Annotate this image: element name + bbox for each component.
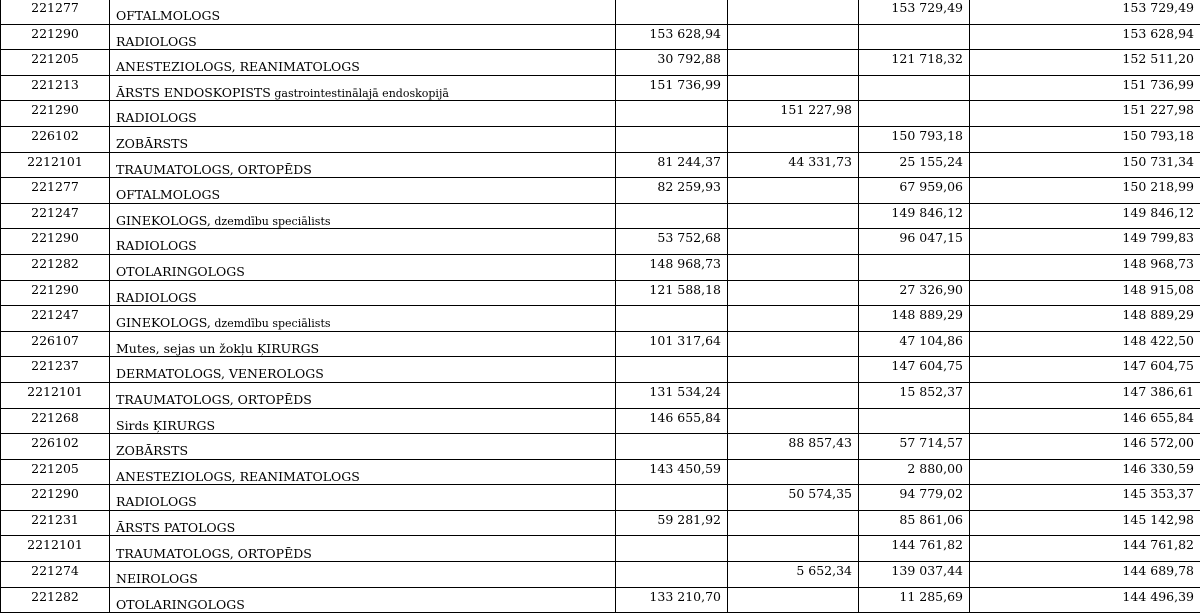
amount-cell-c1: 153 628,94 [616,24,728,50]
amount-cell-c1 [616,101,728,127]
occupation-name-cell [110,254,616,280]
amount-cell-c1 [616,434,728,460]
occupation-name-detail: dzemdību speciālists [211,317,331,330]
table-row [1,408,1200,434]
occupation-name: ANESTEZIOLOGS, REANIMATOLOGS [116,469,360,484]
occupation-name-cell [110,382,616,408]
amount-cell-c1: 82 259,93 [616,178,728,204]
amount-cell-c1: 131 534,24 [616,382,728,408]
table-row [1,24,1200,50]
amount-cell-c2 [728,50,859,76]
table-row [1,510,1200,536]
occupation-name: ĀRSTS ENDOSKOPISTS [116,85,271,100]
total-amount-cell: 144 761,82 [970,536,1200,562]
total-amount-cell: 148 915,08 [970,280,1200,306]
occupation-name: RADIOLOGS [116,494,197,509]
occupation-name: Mutes, sejas un žokļu ĶIRURGS [116,341,319,356]
amount-cell-c2 [728,178,859,204]
amount-cell-c1: 133 210,70 [616,587,728,613]
amount-cell-c2: 50 574,35 [728,485,859,511]
amount-cell-c3: 96 047,15 [859,229,970,255]
amount-cell-c1: 81 244,37 [616,152,728,178]
occupation-code-cell: 226102 [1,434,110,460]
occupation-name-cell [110,229,616,255]
table-row [1,203,1200,229]
occupation-name-cell [110,331,616,357]
amount-cell-c3: 57 714,57 [859,434,970,460]
amount-cell-c1 [616,203,728,229]
occupation-code-cell: 221247 [1,203,110,229]
amount-cell-c3: 85 861,06 [859,510,970,536]
occupation-name-cell [110,459,616,485]
table-row [1,75,1200,101]
occupation-name-cell [110,536,616,562]
amount-cell-c3: 2 880,00 [859,459,970,485]
amount-cell-c1 [616,126,728,152]
occupation-name: TRAUMATOLOGS, ORTOPĒDS [116,546,312,561]
amount-cell-c3: 121 718,32 [859,50,970,76]
amount-cell-c2: 5 652,34 [728,562,859,588]
amount-cell-c2 [728,0,859,24]
occupation-name: ANESTEZIOLOGS, REANIMATOLOGS [116,59,360,74]
amount-cell-c3: 15 852,37 [859,382,970,408]
occupation-name: NEIROLOGS [116,571,198,586]
amount-cell-c1: 59 281,92 [616,510,728,536]
occupation-name-cell [110,485,616,511]
amount-cell-c2 [728,126,859,152]
table-row [1,101,1200,127]
occupation-code-cell: 221290 [1,280,110,306]
occupation-code-cell: 221290 [1,485,110,511]
occupation-code-cell: 221282 [1,587,110,613]
amount-cell-c1 [616,0,728,24]
table-row [1,587,1200,613]
total-amount-cell: 151 736,99 [970,75,1200,101]
amount-cell-c1 [616,536,728,562]
occupation-code-cell: 226107 [1,331,110,357]
amount-cell-c1: 146 655,84 [616,408,728,434]
occupation-name-cell [110,50,616,76]
amount-cell-c3 [859,75,970,101]
table-row [1,229,1200,255]
total-amount-cell: 149 799,83 [970,229,1200,255]
occupation-name: ZOBĀRSTS [116,136,188,151]
table-row [1,254,1200,280]
occupation-name: RADIOLOGS [116,290,197,305]
amount-cell-c2 [728,459,859,485]
amount-cell-c3 [859,24,970,50]
total-amount-cell: 145 353,37 [970,485,1200,511]
occupation-name-cell [110,75,616,101]
total-amount-cell: 150 218,99 [970,178,1200,204]
occupation-code-cell: 221290 [1,229,110,255]
total-amount-cell: 149 846,12 [970,203,1200,229]
occupation-code-cell: 221282 [1,254,110,280]
occupation-code-cell: 221205 [1,459,110,485]
occupation-name: OTOLARINGOLOGS [116,264,245,279]
occupation-name-cell [110,510,616,536]
occupation-code-cell: 221231 [1,510,110,536]
total-amount-cell: 146 655,84 [970,408,1200,434]
total-amount-cell: 153 628,94 [970,24,1200,50]
table-row [1,152,1200,178]
occupation-name: ĀRSTS PATOLOGS [116,520,235,535]
occupation-name: RADIOLOGS [116,34,197,49]
amount-cell-c2 [728,306,859,332]
amount-cell-c2 [728,536,859,562]
occupation-name-cell [110,408,616,434]
table-row [1,434,1200,460]
amount-cell-c1: 53 752,68 [616,229,728,255]
total-amount-cell: 150 793,18 [970,126,1200,152]
occupation-name-cell [110,24,616,50]
total-amount-cell: 144 496,39 [970,587,1200,613]
amount-cell-c1: 148 968,73 [616,254,728,280]
amount-cell-c2 [728,382,859,408]
amount-cell-c3: 147 604,75 [859,357,970,383]
total-amount-cell: 147 604,75 [970,357,1200,383]
occupation-name-cell [110,126,616,152]
occupation-code-cell: 221277 [1,178,110,204]
amount-cell-c3 [859,101,970,127]
amount-cell-c2: 44 331,73 [728,152,859,178]
occupation-code-cell: 221268 [1,408,110,434]
amount-cell-c3: 144 761,82 [859,536,970,562]
total-amount-cell: 146 572,00 [970,434,1200,460]
amount-cell-c2 [728,331,859,357]
amount-cell-c2 [728,75,859,101]
amount-cell-c2: 151 227,98 [728,101,859,127]
amount-cell-c3: 47 104,86 [859,331,970,357]
total-amount-cell: 150 731,34 [970,152,1200,178]
amount-cell-c2 [728,254,859,280]
occupation-name: TRAUMATOLOGS, ORTOPĒDS [116,392,312,407]
occupation-name-cell [110,280,616,306]
total-amount-cell: 152 511,20 [970,50,1200,76]
occupation-name: ZOBĀRSTS [116,443,188,458]
occupation-name-cell [110,152,616,178]
occupation-code-cell: 221237 [1,357,110,383]
amount-cell-c3: 148 889,29 [859,306,970,332]
table-row [1,536,1200,562]
occupation-code-cell: 221213 [1,75,110,101]
occupation-name-cell [110,178,616,204]
occupation-name: RADIOLOGS [116,110,197,125]
amount-cell-c1 [616,562,728,588]
amount-cell-c3: 150 793,18 [859,126,970,152]
occupation-name-cell [110,562,616,588]
occupation-name-cell [110,434,616,460]
amount-cell-c1: 30 792,88 [616,50,728,76]
amount-cell-c3: 139 037,44 [859,562,970,588]
total-amount-cell: 153 729,49 [970,0,1200,24]
occupation-name: OTOLARINGOLOGS [116,597,245,612]
amount-cell-c2: 88 857,43 [728,434,859,460]
amount-cell-c3: 11 285,69 [859,587,970,613]
amount-cell-c2 [728,587,859,613]
occupation-name-cell [110,587,616,613]
occupation-name-detail: dzemdību speciālists [211,215,331,228]
occupation-name-cell [110,203,616,229]
occupation-name: TRAUMATOLOGS, ORTOPĒDS [116,162,312,177]
table-row [1,280,1200,306]
total-amount-cell: 148 968,73 [970,254,1200,280]
total-amount-cell: 144 689,78 [970,562,1200,588]
total-amount-cell: 151 227,98 [970,101,1200,127]
occupation-name: Sirds ĶIRURGS [116,418,215,433]
amount-cell-c3 [859,254,970,280]
occupation-code-cell: 2212101 [1,382,110,408]
total-amount-cell: 145 142,98 [970,510,1200,536]
amount-cell-c3: 25 155,24 [859,152,970,178]
amount-cell-c2 [728,24,859,50]
occupation-name-cell [110,0,616,24]
occupation-name: GINEKOLOGS, [116,315,211,330]
amount-cell-c2 [728,229,859,255]
amount-cell-c3: 149 846,12 [859,203,970,229]
table-row [1,382,1200,408]
occupation-name-cell [110,357,616,383]
total-amount-cell: 146 330,59 [970,459,1200,485]
occupation-code-cell: 221277 [1,0,110,24]
occupation-name: OFTALMOLOGS [116,8,220,23]
total-amount-cell: 147 386,61 [970,382,1200,408]
occupation-name: OFTALMOLOGS [116,187,220,202]
occupation-name-cell [110,101,616,127]
table-row [1,126,1200,152]
occupation-code-cell: 221247 [1,306,110,332]
occupation-name-cell [110,306,616,332]
table-row [1,306,1200,332]
occupation-name-detail: gastrointestinālajā endoskopijā [271,87,449,100]
table-row [1,50,1200,76]
amount-cell-c1: 143 450,59 [616,459,728,485]
occupation-code-cell: 226102 [1,126,110,152]
amount-cell-c1 [616,357,728,383]
amount-cell-c2 [728,203,859,229]
occupation-code-cell: 221290 [1,101,110,127]
occupation-name: DERMATOLOGS, VENEROLOGS [116,366,324,381]
occupation-code-cell: 221205 [1,50,110,76]
table-row [1,459,1200,485]
occupation-code-cell: 221274 [1,562,110,588]
table-body [1,0,1200,613]
amount-cell-c1 [616,306,728,332]
amount-cell-c1: 151 736,99 [616,75,728,101]
table-row [1,178,1200,204]
occupation-code-cell: 221290 [1,24,110,50]
amount-cell-c3: 27 326,90 [859,280,970,306]
table-row [1,357,1200,383]
table-row [1,0,1200,24]
amount-cell-c3: 67 959,06 [859,178,970,204]
table-row [1,485,1200,511]
amount-cell-c1: 121 588,18 [616,280,728,306]
total-amount-cell: 148 422,50 [970,331,1200,357]
amount-cell-c2 [728,408,859,434]
occupation-name: RADIOLOGS [116,238,197,253]
occupation-name: GINEKOLOGS, [116,213,211,228]
amount-cell-c2 [728,357,859,383]
amount-cell-c3 [859,408,970,434]
occupation-code-cell: 2212101 [1,152,110,178]
amount-cell-c3: 94 779,02 [859,485,970,511]
occupation-code-cell: 2212101 [1,536,110,562]
amount-cell-c2 [728,510,859,536]
amount-cell-c3: 153 729,49 [859,0,970,24]
table-row [1,562,1200,588]
amount-cell-c2 [728,280,859,306]
total-amount-cell: 148 889,29 [970,306,1200,332]
amount-cell-c1 [616,485,728,511]
amount-cell-c1: 101 317,64 [616,331,728,357]
table-row [1,331,1200,357]
